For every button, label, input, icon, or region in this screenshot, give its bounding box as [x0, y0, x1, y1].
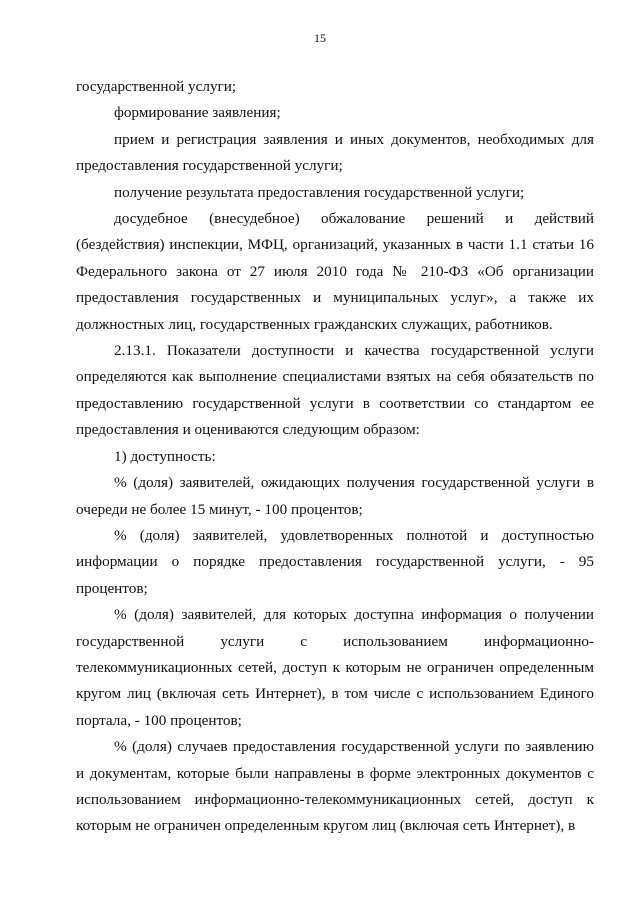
paragraph-queue-share: % (доля) заявителей, ожидающих получения государственной услуги в очереди не более 15 минут, - 100 процентов;: [76, 474, 594, 518]
paragraph-result-receipt: получение результата предоставления государственной услуги;: [114, 183, 525, 201]
paragraph-accessibility-heading: 1) доступность:: [114, 447, 216, 465]
paragraph-application-forming: формирование заявления;: [114, 104, 281, 122]
paragraph-electronic-docs-share: % (доля) случаев предоставления государственной услуги по заявлению и документам, которые были направлены в форме электронных документов с использованием информационно-телекоммуникационных сетей, доступ к которым не ограничен определенным кругом лиц (включая сеть Интернет), в: [76, 738, 594, 835]
document-body: [76, 74, 594, 840]
paragraph-application-registration: прием и регистрация заявления и иных документов, необходимых для предоставления государственной услуги;: [76, 130, 594, 175]
paragraph-quality-indicators: 2.13.1. Показатели доступности и качества государственной услуги определяются как выполнение специалистами взятых на себя обязательств по предоставлению государственной услуги в соответствии со стандартом ее предоставления и оцениваются следующим образом:: [76, 342, 594, 439]
paragraph-service-end: государственной услуги;: [76, 78, 237, 95]
paragraph-satisfaction-share: % (доля) заявителей, удовлетворенных полнотой и доступностью информации о порядке предоставления государственной услуги, - 95 процентов;: [76, 526, 594, 597]
paragraph-online-info-share: % (доля) заявителей, для которых доступна информация о получении государственной услуги с использованием информационно-телекоммуникационных сетей, доступ к которым не ограничен определенным кругом лиц (включая сеть Интернет), в том числе с использованием Единого портала, - 100 процентов;: [76, 606, 594, 729]
paragraph-pretrial-appeal: досудебное (внесудебное) обжалование решений и действий (бездействия) инспекции, МФЦ, организаций, указанных в части 1.1 статьи 16 Федерального закона от 27 июля 2010 года № 210-ФЗ «Об организации предоставления государственных и муниципальных услуг», а также их должностных лиц, государственных гражданских служащих, работников.: [76, 210, 594, 333]
page-number: 15: [314, 31, 326, 45]
